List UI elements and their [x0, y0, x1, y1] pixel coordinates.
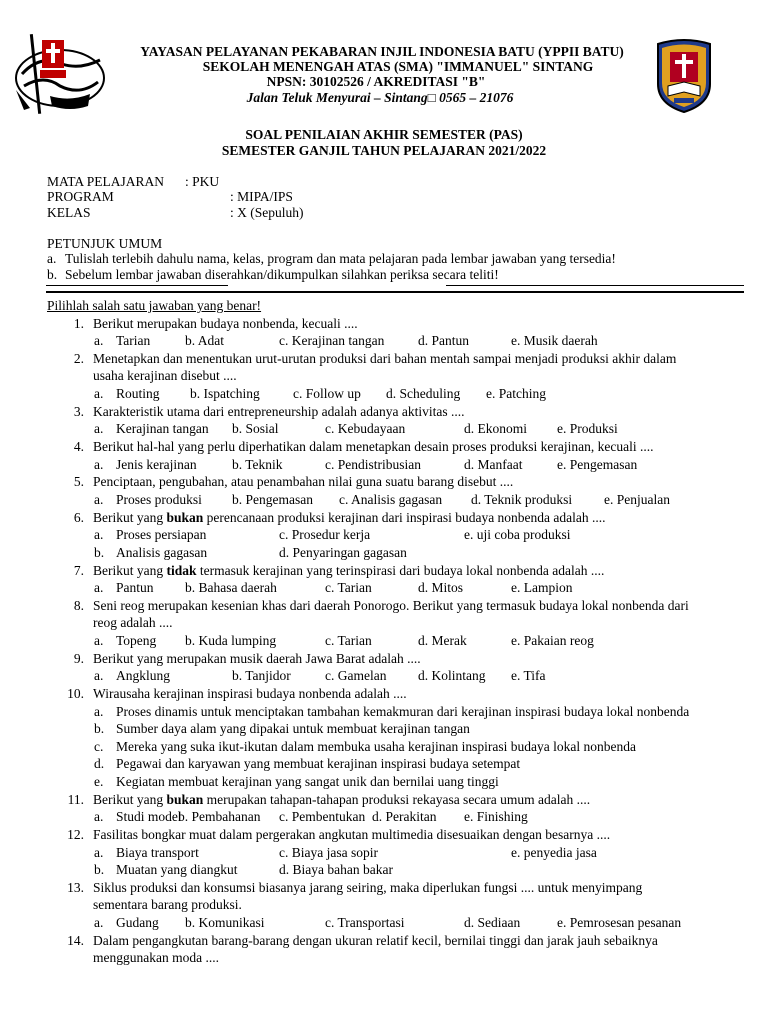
question-text: Berikut yang merupakan musik daerah Jawa Barat adalah ....: [93, 651, 421, 666]
question-text: Dalam pengangkutan barang-barang dengan ukuran relatif kecil, bernilai tinggi dan jarak jauh sebaiknya: [93, 933, 658, 948]
question-text-cont: menggunakan moda ....: [93, 950, 219, 965]
question-text-post: perencanaan produksi kerajinan dari inspirasi budaya nonbenda adalah ....: [203, 510, 606, 525]
question-number: 3.: [73, 404, 84, 419]
option-b: b. Sosial: [232, 421, 279, 436]
option-a: Kerajinan tangan: [116, 421, 209, 436]
question-text: [93, 509, 606, 526]
option-c: c. Analisis gagasan: [339, 492, 443, 507]
option-a: Pantun: [116, 580, 154, 595]
option-c: c. Tarian: [325, 633, 372, 648]
question-text-cont: sementara barang produksi.: [93, 897, 242, 912]
school-name: SEKOLAH MENENGAH ATAS (SMA) "IMMANUEL" SINTANG: [202, 59, 594, 74]
subject-label: MATA PELAJARAN: [47, 174, 165, 189]
question-number: 10.: [67, 686, 84, 701]
question-text-bold: tidak: [166, 563, 197, 578]
question-text: Fasilitas bongkar muat dalam pergerakan angkutan multimedia disesuaikan dengan besarnya ....: [93, 827, 611, 842]
option-letter: b.: [94, 721, 105, 736]
question-text: Karakteristik utama dari entrepreneurship adalah adanya aktivitas ....: [93, 404, 465, 419]
question-number: 1.: [73, 316, 84, 331]
class-label: KELAS: [47, 205, 91, 220]
question-number: 5.: [73, 474, 84, 489]
question-text: Berikut merupakan budaya nonbenda, kecuali ....: [93, 316, 358, 331]
option-c: c. Pembentukan: [279, 809, 366, 824]
option-e: e. Pengemasan: [557, 457, 638, 472]
option-letter: b.: [94, 545, 105, 560]
question-number: 13.: [67, 880, 84, 895]
question-text: Siklus produksi dan konsumsi biasanya jarang seiring, maka diperlukan fungsi .... untuk menyimpang: [93, 880, 643, 895]
option-c: c. Kebudayaan: [325, 421, 406, 436]
option-e: e. Pakaian reog: [511, 633, 594, 648]
instruction-a-letter: a.: [47, 251, 57, 266]
option-a: Proses persiapan: [116, 527, 207, 542]
instruction-a: Tulislah terlebih dahulu nama, kelas, program dan mata pelajaran pada lembar jawaban yang tersedia!: [65, 251, 616, 266]
question-text-bold: bukan: [166, 510, 204, 525]
question-text: [93, 791, 590, 808]
subject-value: : PKU: [185, 174, 220, 189]
option-d: d. Manfaat: [464, 457, 523, 472]
option-e: e. Finishing: [464, 809, 528, 824]
option-e: e. penyedia jasa: [511, 845, 597, 860]
question-number: 11.: [67, 792, 84, 807]
divider-thin: [46, 285, 228, 286]
option-letter: a.: [94, 386, 104, 401]
divider-thin-right: [446, 285, 744, 286]
option-b: b. Ispatching: [190, 386, 260, 401]
school-address: Jalan Teluk Menyurai – Sintang□ 0565 – 21076: [246, 90, 514, 105]
option-e: e. Produksi: [557, 421, 618, 436]
divider: [46, 291, 744, 293]
question-text-cont: reog adalah ....: [93, 615, 173, 630]
option-d: d. Kolintang: [418, 668, 486, 683]
option-d: d. Penyaringan gagasan: [279, 545, 407, 560]
option-c: c. Kerajinan tangan: [279, 333, 385, 348]
question-text: Menetapkan dan menentukan urut-urutan produksi dari bahan mentah sampai menjadi produksi akhir dalam: [93, 351, 677, 366]
instruction-b: Sebelum lembar jawaban diserahkan/dikumpulkan silahkan periksa secara teliti!: [65, 267, 499, 282]
question-number: 4.: [73, 439, 84, 454]
option-a: Routing: [116, 386, 160, 401]
option-d: d. Ekonomi: [464, 421, 527, 436]
question-text-bold: bukan: [166, 792, 204, 807]
option-e: e. Musik daerah: [511, 333, 598, 348]
option-d: d. Pantun: [418, 333, 470, 348]
option-b: Muatan yang diangkut: [116, 862, 238, 877]
program-value: : MIPA/IPS: [230, 189, 293, 204]
program-label: PROGRAM: [47, 189, 114, 204]
option-b: b. Adat: [185, 333, 224, 348]
option-a: Jenis kerajinan: [116, 457, 197, 472]
option-a: Proses dinamis untuk menciptakan tambahan kemakmuran dari kerajinan inspirasi budaya lokal nonbenda: [116, 704, 690, 719]
exam-semester: SEMESTER GANJIL TAHUN PELAJARAN 2021/2022: [221, 143, 547, 158]
option-letter: e.: [94, 774, 104, 789]
option-d: Pegawai dan karyawan yang membuat kerajinan inspirasi budaya setempat: [116, 756, 521, 771]
question-text-pre: Berikut yang: [93, 792, 167, 807]
question-text: Penciptaan, pengubahan, atau penambahan nilai guna suatu barang disebut ....: [93, 474, 514, 489]
option-e: e. uji coba produksi: [464, 527, 571, 542]
option-b: b. Pembahanan: [178, 809, 261, 824]
option-a: Topeng: [116, 633, 157, 648]
question-number: 2.: [73, 351, 84, 366]
question-number: 9.: [73, 651, 84, 666]
option-c: c. Follow up: [293, 386, 361, 401]
option-c: c. Gamelan: [325, 668, 387, 683]
option-letter: a.: [94, 915, 104, 930]
option-b: Sumber daya alam yang dipakai untuk membuat kerajinan tangan: [116, 721, 470, 736]
option-letter: a.: [94, 333, 104, 348]
school-npsn: NPSN: 30102526 / AKREDITASI "B": [266, 74, 486, 89]
option-letter: a.: [94, 633, 104, 648]
option-e: e. Tifa: [511, 668, 546, 683]
option-a: Biaya transport: [116, 845, 199, 860]
question-text-cont: usaha kerajinan disebut ....: [93, 368, 237, 383]
option-letter: c.: [94, 739, 104, 754]
option-letter: a.: [94, 668, 104, 683]
option-d: d. Perakitan: [372, 809, 437, 824]
option-a: Gudang: [116, 915, 159, 930]
instructions-heading: PETUNJUK UMUM: [47, 236, 163, 251]
option-letter: a.: [94, 809, 104, 824]
option-b: b. Bahasa daerah: [185, 580, 277, 595]
option-letter: a.: [94, 421, 104, 436]
option-e: e. Lampion: [511, 580, 573, 595]
option-d: d. Scheduling: [386, 386, 461, 401]
option-a: Proses produksi: [116, 492, 202, 507]
option-e: Kegiatan membuat kerajinan yang sangat unik dan bernilai uang tinggi: [116, 774, 499, 789]
option-c: c. Pendistribusian: [325, 457, 421, 472]
option-d: d. Mitos: [418, 580, 464, 595]
option-a: Tarian: [116, 333, 151, 348]
question-text-post: merupakan tahapan-tahapan produksi rekayasa secara umum adalah ....: [203, 792, 591, 807]
question-text: [93, 562, 604, 579]
question-number: 6.: [73, 510, 84, 525]
exam-title: SOAL PENILAIAN AKHIR SEMESTER (PAS): [245, 127, 523, 142]
option-d: d. Sediaan: [464, 915, 521, 930]
option-c: Mereka yang suka ikut-ikutan dalam membuka usaha kerajinan inspirasi budaya lokal nonbenda: [116, 739, 636, 754]
question-text-post: termasuk kerajinan yang terinspirasi dari budaya lokal nonbenda adalah ....: [196, 563, 605, 578]
option-letter: a.: [94, 492, 104, 507]
question-text: Berikut hal-hal yang perlu diperhatikan dalam menetapkan desain proses produksi kerajinan, kecuali ....: [93, 439, 654, 454]
option-b: Analisis gagasan: [116, 545, 208, 560]
option-a: Studi model: [116, 809, 182, 824]
option-e: e. Patching: [486, 386, 546, 401]
questions-instruction: Pilihlah salah satu jawaban yang benar!: [47, 298, 262, 313]
question-number: 7.: [73, 563, 84, 578]
option-c: c. Biaya jasa sopir: [279, 845, 378, 860]
option-letter: a.: [94, 845, 104, 860]
question-number: 8.: [73, 598, 84, 613]
option-letter: d.: [94, 756, 105, 771]
option-e: e. Penjualan: [604, 492, 670, 507]
option-c: c. Transportasi: [325, 915, 405, 930]
option-letter: a.: [94, 580, 104, 595]
option-b: b. Tanjidor: [232, 668, 291, 683]
question-text: Wirausaha kerajinan inspirasi budaya nonbenda adalah ....: [93, 686, 407, 701]
option-letter: a.: [94, 527, 104, 542]
question-text: Seni reog merupakan kesenian khas dari daerah Ponorogo. Berikut yang termasuk budaya lokal nonbenda dari: [93, 598, 689, 613]
option-b: b. Kuda lumping: [185, 633, 277, 648]
option-d: d. Merak: [418, 633, 467, 648]
option-b: b. Komunikasi: [185, 915, 265, 930]
foundation-name: YAYASAN PELAYANAN PEKABARAN INJIL INDONESIA BATU (YPPII BATU): [140, 44, 624, 59]
option-letter: a.: [94, 457, 104, 472]
question-text-pre: Berikut yang: [93, 510, 167, 525]
option-e: e. Pemrosesan pesanan: [557, 915, 682, 930]
option-letter: a.: [94, 704, 104, 719]
option-b: b. Pengemasan: [232, 492, 313, 507]
instruction-b-letter: b.: [47, 267, 58, 282]
option-b: b. Teknik: [232, 457, 283, 472]
option-c: c. Prosedur kerja: [279, 527, 371, 542]
question-number: 14.: [67, 933, 84, 948]
option-a: Angklung: [116, 668, 170, 683]
option-d: d. Biaya bahan bakar: [279, 862, 393, 877]
question-text-pre: Berikut yang: [93, 563, 167, 578]
option-c: c. Tarian: [325, 580, 372, 595]
option-letter: b.: [94, 862, 105, 877]
option-d: d. Teknik produksi: [471, 492, 573, 507]
class-value: : X (Sepuluh): [230, 205, 304, 220]
question-number: 12.: [67, 827, 84, 842]
